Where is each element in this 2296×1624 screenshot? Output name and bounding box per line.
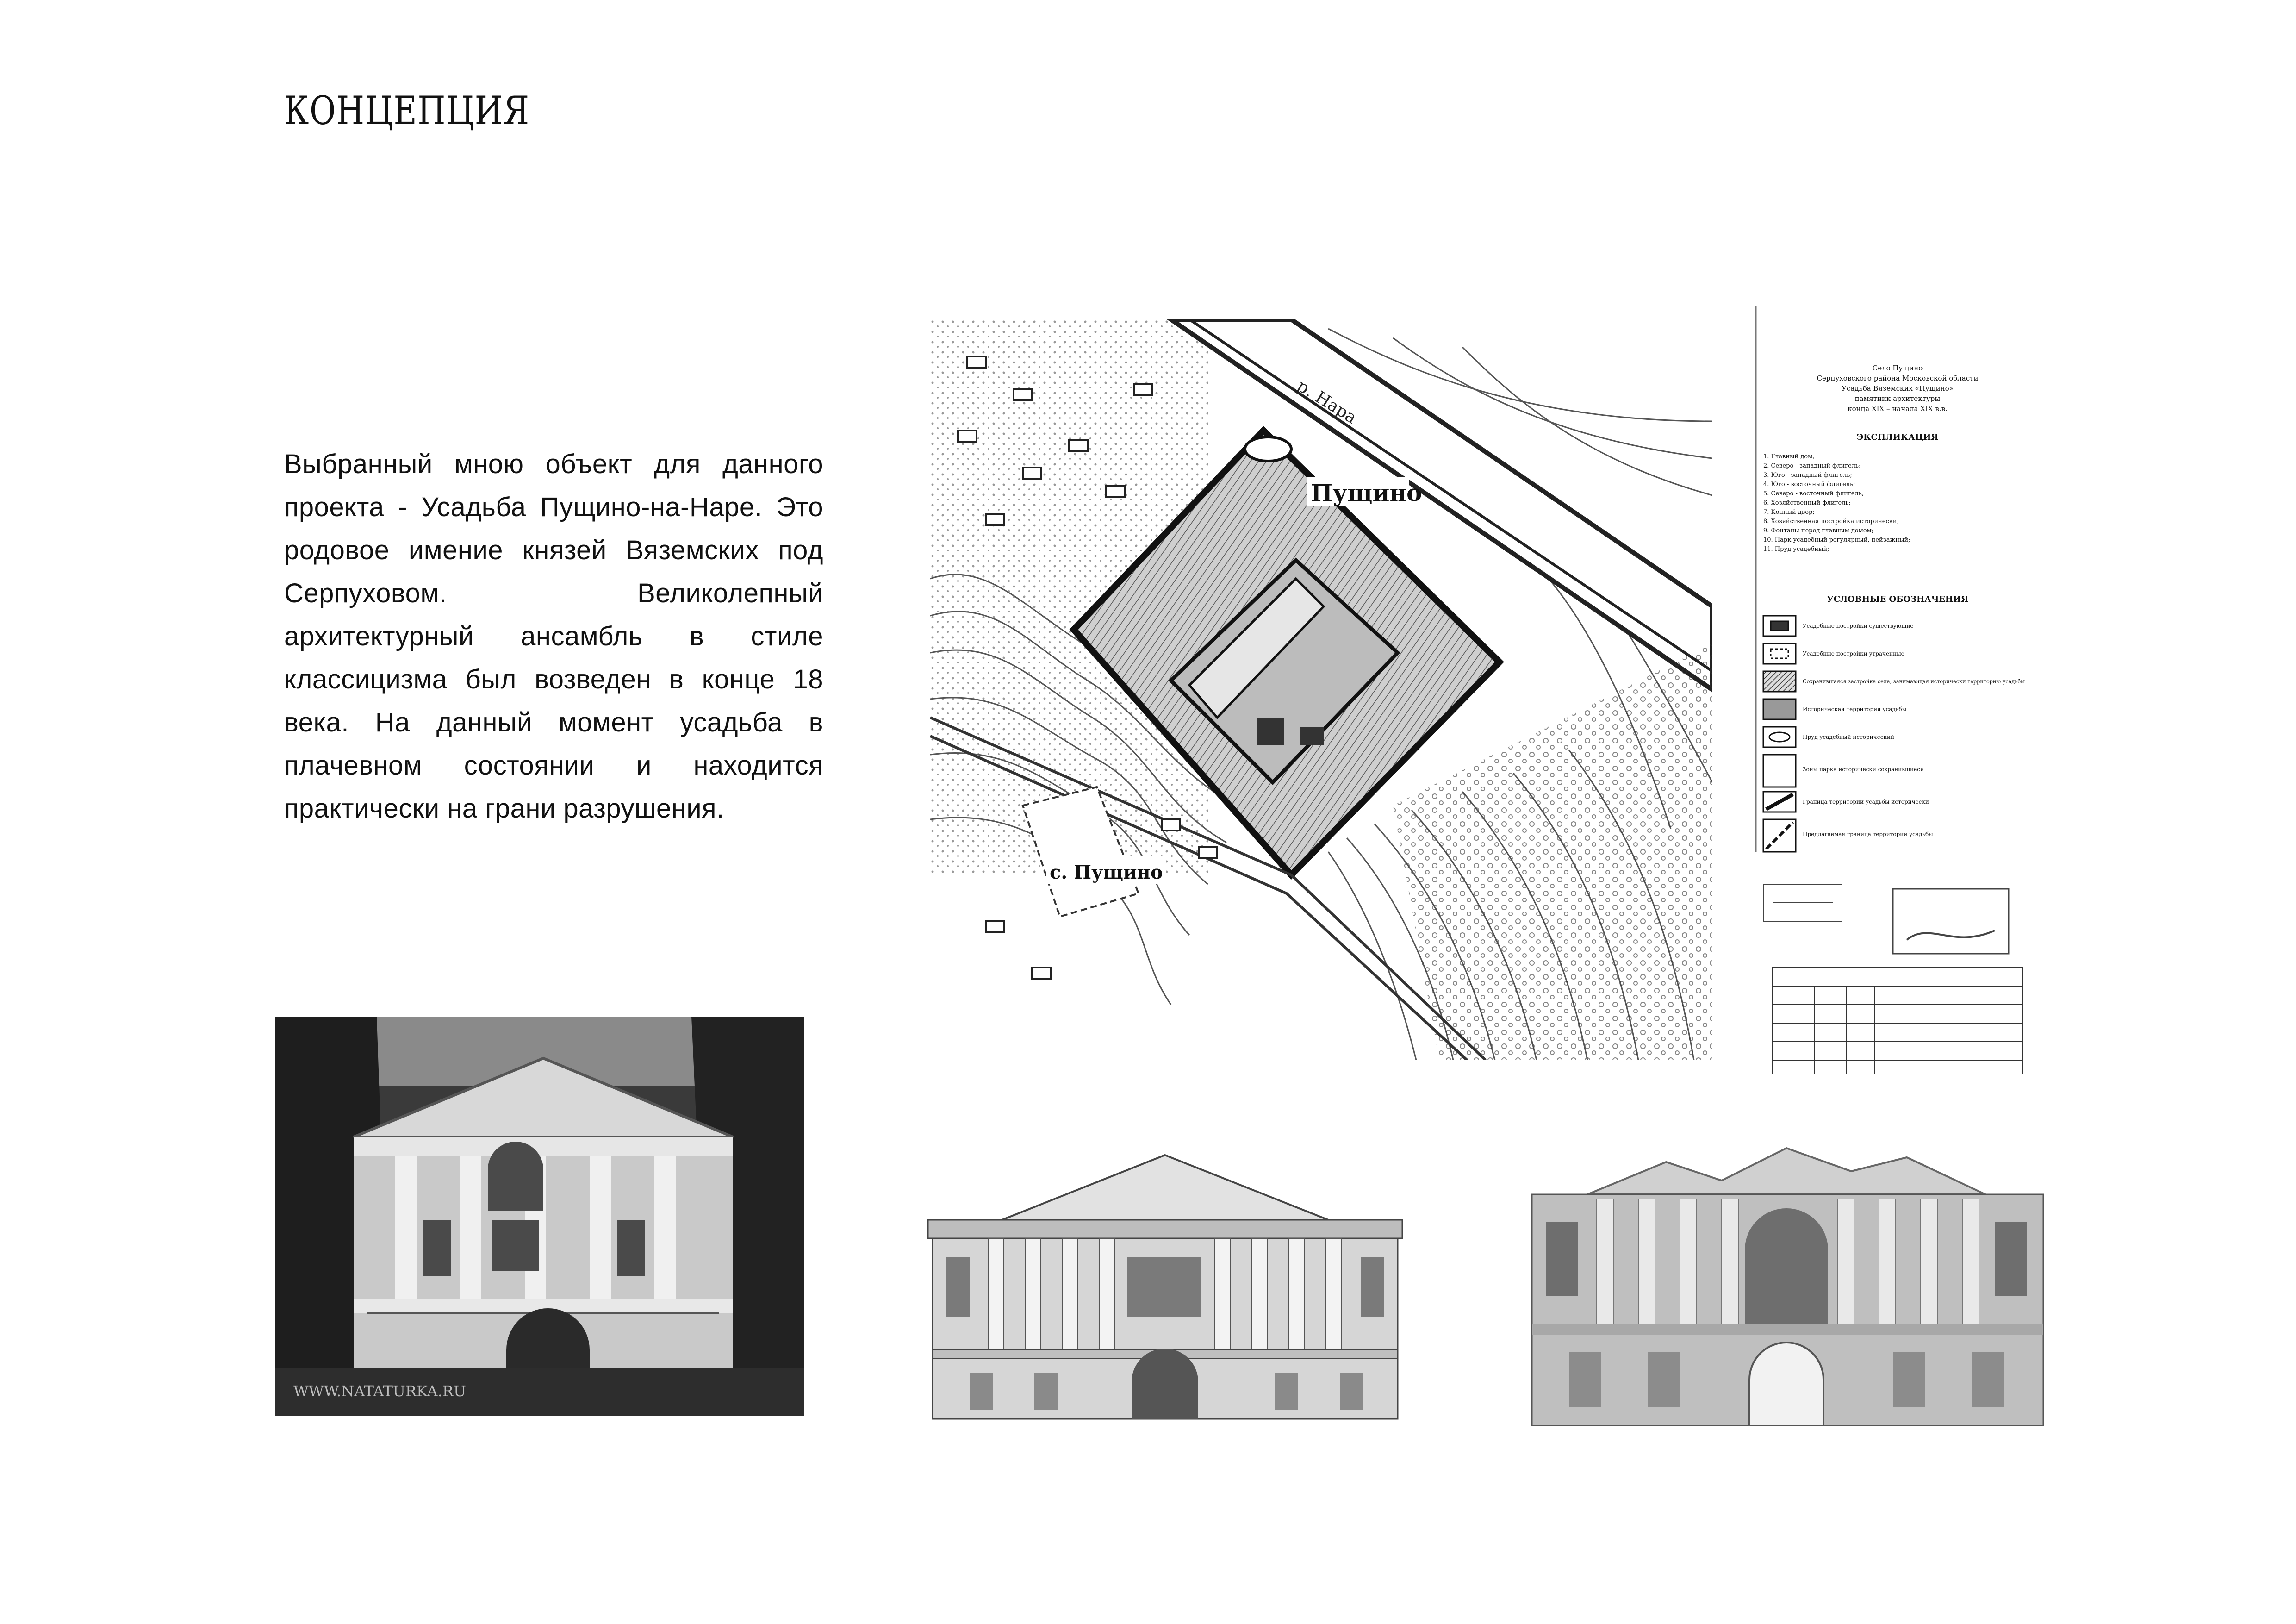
legend-symbol-label: Пруд усадебный исторический <box>1803 734 1894 740</box>
legend-header-line: конца XIX – начала XIX в.в. <box>1848 405 1948 413</box>
explication-item: 11. Пруд усадебный; <box>1763 546 1829 553</box>
page-title: КОНЦЕПЦИЯ <box>284 88 530 133</box>
explication-item: 3. Юго - западный флигель; <box>1763 472 1852 479</box>
village-label: с. Пущино <box>1050 862 1163 883</box>
legend-header-line: Серпуховского района Московской области <box>1817 374 1979 382</box>
facade-drawing-ruined <box>1527 1130 2048 1426</box>
site-plan-map <box>930 319 1712 1060</box>
legend-header-line: памятник архитектуры <box>1854 394 1941 403</box>
legend-symbol-label: Предлагаемая граница территории усадьбы <box>1803 831 1933 837</box>
explication-item: 8. Хозяйственная постройка исторически; <box>1763 518 1899 525</box>
legend-symbol-label: Историческая территория усадьбы <box>1803 706 1907 712</box>
explication-item: 4. Юго - восточный флигель; <box>1763 481 1855 488</box>
explication-item: 6. Хозяйственный флигель; <box>1763 500 1851 506</box>
legend-symbol-label: Усадебные постройки существующие <box>1803 623 1914 629</box>
explication-item: 9. Фонтаны перед главным домом; <box>1763 527 1874 534</box>
legend-symbol-label: Зоны парка исторически сохранившиеся <box>1803 766 1924 773</box>
explication-title: ЭКСПЛИКАЦИЯ <box>1856 432 1939 442</box>
river-label: р. Нара <box>1294 376 1360 428</box>
explication-item: 1. Главный дом; <box>1763 453 1815 460</box>
explication-item: 5. Северо - восточный флигель; <box>1763 490 1864 497</box>
symbols-title: УСЛОВНЫЕ ОБОЗНАЧЕНИЯ <box>1827 594 1968 604</box>
concept-description: Выбранный мною объект для данного проекта - Усадьба Пущино-на-Наре. Это родовое имение князей Вяземских под Серпуховом. Великолепный архитектурный ансамбль в стиле классицизма был возведен в конце 18 века. На данный момент усадьба в плачевном состоянии и находится практически на грани разрушения. <box>284 449 823 824</box>
legend-header-line: Усадьба Вяземских «Пущино» <box>1842 384 1954 393</box>
explication-item: 2. Северо - западный флигель; <box>1763 462 1861 469</box>
facade-drawing-restored <box>919 1137 1412 1424</box>
historic-photo <box>275 1017 804 1416</box>
explication-item: 7. Конный двор; <box>1763 509 1815 516</box>
photo-watermark: WWW.NATATURKA.RU <box>293 1382 466 1400</box>
explication-item: 10. Парк усадебный регулярный, пейзажный; <box>1763 537 1910 543</box>
legend-symbol-label: Граница территории усадьбы исторически <box>1803 799 1929 805</box>
legend-symbol-label: Усадебные постройки утраченные <box>1803 650 1904 657</box>
legend-symbol-label: Сохранившаяся застройка села, занимающая исторически территорию усадьбы <box>1803 678 2025 685</box>
plan-legend <box>1754 301 2032 1079</box>
legend-header-line: Село Пущино <box>1872 364 1923 372</box>
estate-label: Пущино <box>1311 479 1422 506</box>
